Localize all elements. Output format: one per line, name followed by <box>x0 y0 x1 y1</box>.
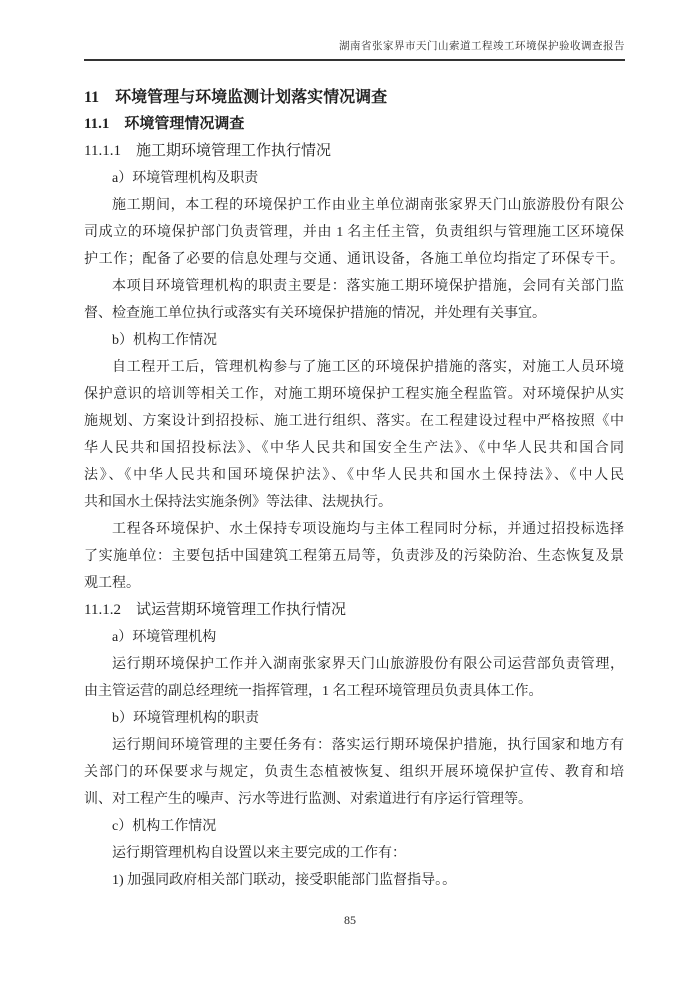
body-line: 本项目环境管理机构的职责主要是：落实施工期环境保护措施，会同有关部门监 <box>112 279 624 294</box>
body-line: 运行期间环境管理的主要任务有：落实运行期环境保护措施，执行国家和地方有 <box>112 738 624 753</box>
body-line: 施工期间，本工程的环境保护工作由业主单位湖南张家界天门山旅游股份有限公 <box>112 198 624 213</box>
body-line: 观工程。 <box>84 576 140 591</box>
body-line: 施规划、方案设计到招投标、施工进行组织、落实。在工程建设过程中严格按照《中 <box>84 414 624 429</box>
body-line: 了实施单位：主要包括中国建筑工程第五局等，负责涉及的污染防治、生态恢复及景 <box>84 549 624 564</box>
page-number: 85 <box>344 913 356 927</box>
body-line: 自工程开工后，管理机构参与了施工区的环境保护措施的落实，对施工人员环境 <box>112 360 624 375</box>
body-line: 运行期环境保护工作并入湖南张家界天门山旅游股份有限公司运营部负责管理， <box>112 657 624 672</box>
heading-3: 11.1.1 施工期环境管理工作执行情况 <box>84 143 331 159</box>
header-rule-divider <box>84 59 625 61</box>
body-line: 护工作；配备了必要的信息处理与交通、通讯设备，各施工单位均指定了环保专干。 <box>84 252 624 267</box>
heading-2: 11.1 环境管理情况调查 <box>84 116 245 132</box>
body-line: 由主管运营的副总经理统一指挥管理，1 名工程环境管理员负责具体工作。 <box>84 684 543 699</box>
body-line: 关部门的环保要求与规定，负责生态植被恢复、组织开展环境保护宣传、教育和培 <box>84 765 624 780</box>
body-line: 保护意识的培训等相关工作，对施工期环境保护工程实施全程监管。对环境保护从实 <box>84 387 624 402</box>
body-line: 司成立的环境保护部门负责管理，并由 1 名主任主管，负责组织与管理施工区环境保 <box>84 225 624 240</box>
body-line: 法》、《中华人民共和国环境保护法》、《中华人民共和国水土保持法》、《中人民 <box>84 468 624 483</box>
body-line: b）机构工作情况 <box>112 333 217 348</box>
body-line: 1) 加强同政府相关部门联动，接受职能部门监督指导。。 <box>112 873 457 888</box>
body-line: 督、检查施工单位执行或落实有关环境保护措施的情况，并处理有关事宜。 <box>84 306 546 321</box>
body-line: 共和国水土保持法实施条例》等法律、法规执行。 <box>84 495 392 510</box>
body-line: a）环境管理机构 <box>112 630 217 645</box>
heading-1: 11 环境管理与环境监测计划落实情况调查 <box>84 89 388 106</box>
body-line: c）机构工作情况 <box>112 819 217 834</box>
body-line: 训、对工程产生的噪声、污水等进行监测、对索道进行有序运行管理等。 <box>84 792 532 807</box>
body-line: b）环境管理机构的职责 <box>112 711 259 726</box>
running-header: 湖南省张家界市天门山索道工程竣工环境保护验收调查报告 <box>339 41 625 52</box>
body-line: a）环境管理机构及职责 <box>112 171 259 186</box>
body-line: 运行期管理机构自设置以来主要完成的工作有： <box>112 846 406 861</box>
body-line: 华人民共和国招投标法》、《中华人民共和国安全生产法》、《中华人民共和国合同 <box>84 441 624 456</box>
heading-3: 11.1.2 试运营期环境管理工作执行情况 <box>84 602 346 618</box>
body-line: 工程各环境保护、水土保持专项设施均与主体工程同时分标，并通过招投标选择 <box>112 522 624 537</box>
document-body <box>84 84 624 894</box>
